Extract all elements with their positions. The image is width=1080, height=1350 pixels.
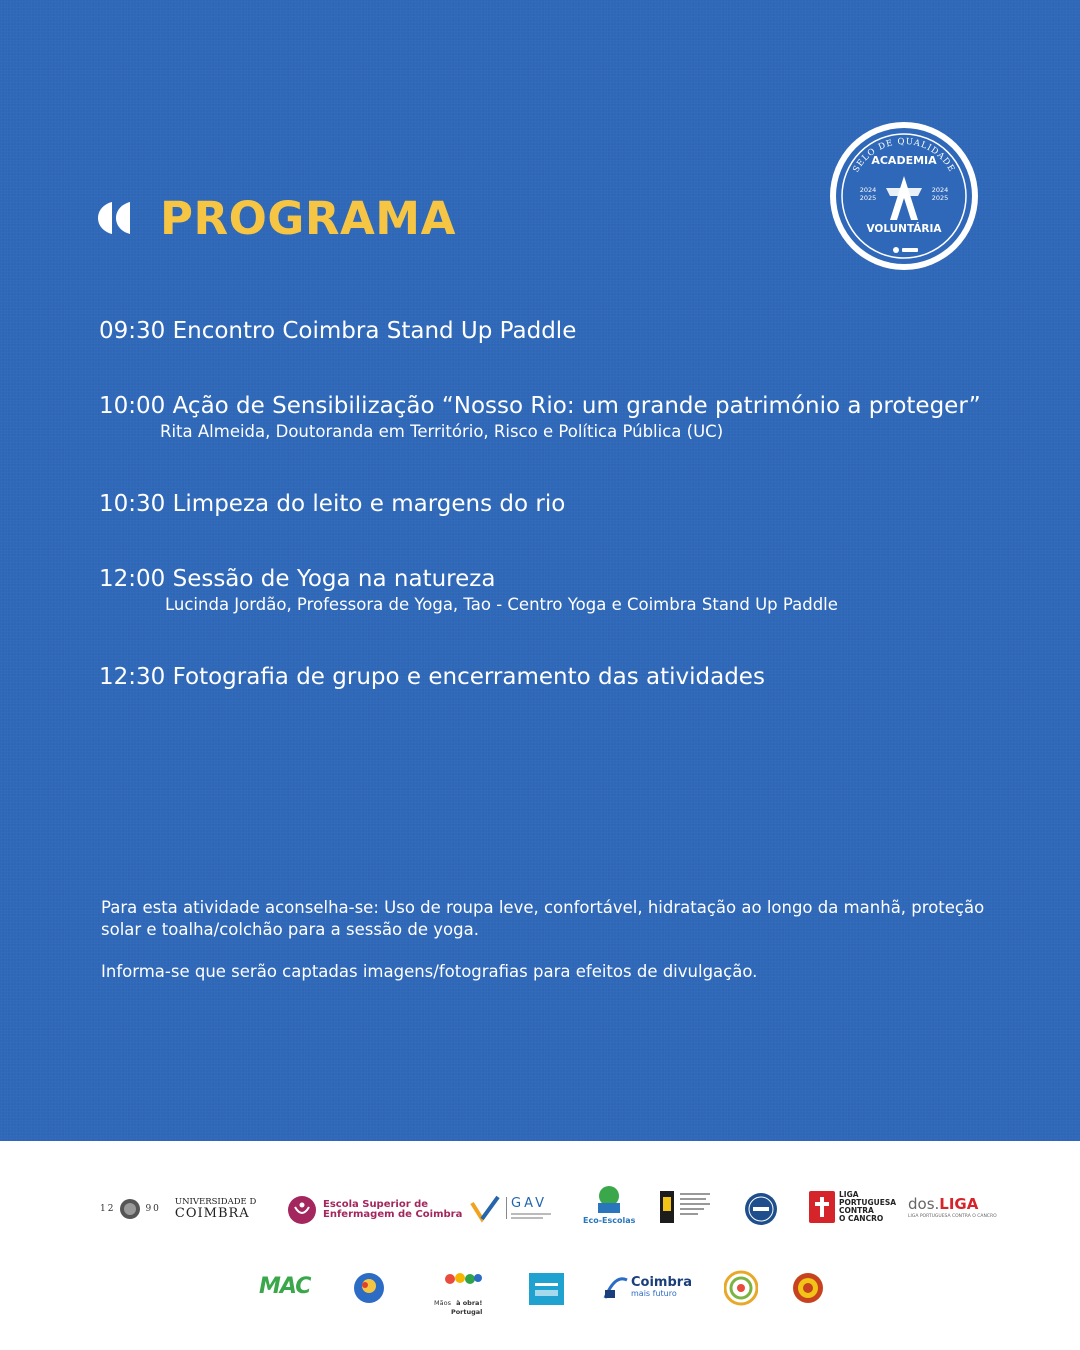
om-yoga-logo bbox=[792, 1272, 824, 1304]
schedule-item-speaker: Lucinda Jordão, Professora de Yoga, Tao - Centro Yoga e Coimbra Stand Up Paddle bbox=[165, 595, 838, 614]
coimbra-seal-icon bbox=[119, 1198, 141, 1220]
seal-ring-text: SELO DE QUALIDADE bbox=[851, 136, 957, 175]
cyan-partner-logo bbox=[529, 1273, 564, 1305]
partner-badge-icon bbox=[744, 1192, 778, 1226]
quality-seal bbox=[828, 120, 980, 272]
eco-escolas-logo: Eco-Escolas bbox=[583, 1185, 635, 1225]
universidade-coimbra-logo: 12 90 UNIVERSIDADE D COIMBRA bbox=[100, 1197, 257, 1221]
page-title: PROGRAMA bbox=[160, 192, 456, 245]
student-association-logo bbox=[658, 1187, 716, 1225]
disclaimer-text: Informa-se que serão captadas imagens/fotografias para efeitos de divulgação. bbox=[101, 962, 758, 981]
activity-notes bbox=[101, 897, 1011, 983]
quote-icon bbox=[96, 200, 132, 236]
schedule-item-title: 10:30 Limpeza do leito e margens do rio bbox=[99, 491, 566, 517]
seal-year-right-2: 2025 bbox=[931, 194, 949, 202]
seal-year-right-1: 2024 bbox=[931, 186, 949, 194]
recommendation-text: Para esta atividade aconselha-se: Uso de roupa leve, confortável, hidratação ao longo da manhã, proteção solar e toalha/colchão para a sessão de yoga. bbox=[101, 898, 985, 939]
esenfc-icon bbox=[287, 1195, 317, 1225]
eco-escolas-icon bbox=[592, 1185, 626, 1215]
schedule-item-title: 09:30 Encontro Coimbra Stand Up Paddle bbox=[99, 318, 577, 344]
coimbra-mais-futuro-logo: Coimbra mais futuro bbox=[601, 1272, 692, 1302]
colorful-badge-logo bbox=[724, 1270, 758, 1306]
mac-logo: MAC bbox=[259, 1274, 311, 1299]
seal-bottom-text: VOLUNTÁRIA bbox=[866, 223, 942, 235]
partner-badge-logo bbox=[744, 1192, 778, 1226]
esenfc-logo: Escola Superior de Enfermagem de Coimbra bbox=[287, 1195, 462, 1225]
schedule-item-title: 10:00 Ação de Sensibilização “Nosso Rio: um grande património a proteger” bbox=[99, 393, 981, 419]
schedule-item bbox=[99, 318, 576, 344]
seal-year-left-1: 2024 bbox=[859, 186, 877, 194]
cyan-partner-icon bbox=[529, 1273, 564, 1305]
liga-cross-icon bbox=[809, 1191, 835, 1223]
seal-top-text: ACADEMIA bbox=[871, 154, 937, 167]
gav-logo: GAV bbox=[470, 1193, 551, 1223]
maos-a-obra-logo: Mãos à obra! Portugal bbox=[434, 1271, 482, 1316]
seal-year-left-2: 2025 bbox=[859, 194, 877, 202]
hands-badge-icon bbox=[353, 1272, 385, 1304]
schedule-item bbox=[99, 393, 981, 441]
colorful-badge-icon bbox=[724, 1270, 758, 1306]
hands-badge-logo bbox=[353, 1272, 385, 1304]
schedule-item bbox=[99, 491, 565, 517]
schedule-item-speaker: Rita Almeida, Doutoranda em Território, Risco e Política Pública (UC) bbox=[160, 422, 724, 441]
association-crest-icon bbox=[658, 1187, 716, 1225]
schedule-item bbox=[99, 566, 838, 614]
maos-hands-icon bbox=[442, 1272, 482, 1286]
schedule-item-title: 12:00 Sessão de Yoga na natureza bbox=[99, 566, 496, 592]
dos-liga-logo: dos.LIGA LIGA PORTUGUESA CONTRA O CANCRO bbox=[908, 1195, 997, 1219]
coimbra-city-icon bbox=[601, 1272, 629, 1302]
schedule-item bbox=[99, 664, 765, 690]
partner-logos bbox=[0, 1141, 1080, 1350]
liga-portuguesa-logo: LIGA PORTUGUESA CONTRA O CANCRO bbox=[809, 1191, 896, 1223]
gav-check-icon bbox=[470, 1193, 500, 1223]
om-icon bbox=[792, 1272, 824, 1304]
schedule-item-title: 12:30 Fotografia de grupo e encerramento das atividades bbox=[99, 664, 765, 690]
